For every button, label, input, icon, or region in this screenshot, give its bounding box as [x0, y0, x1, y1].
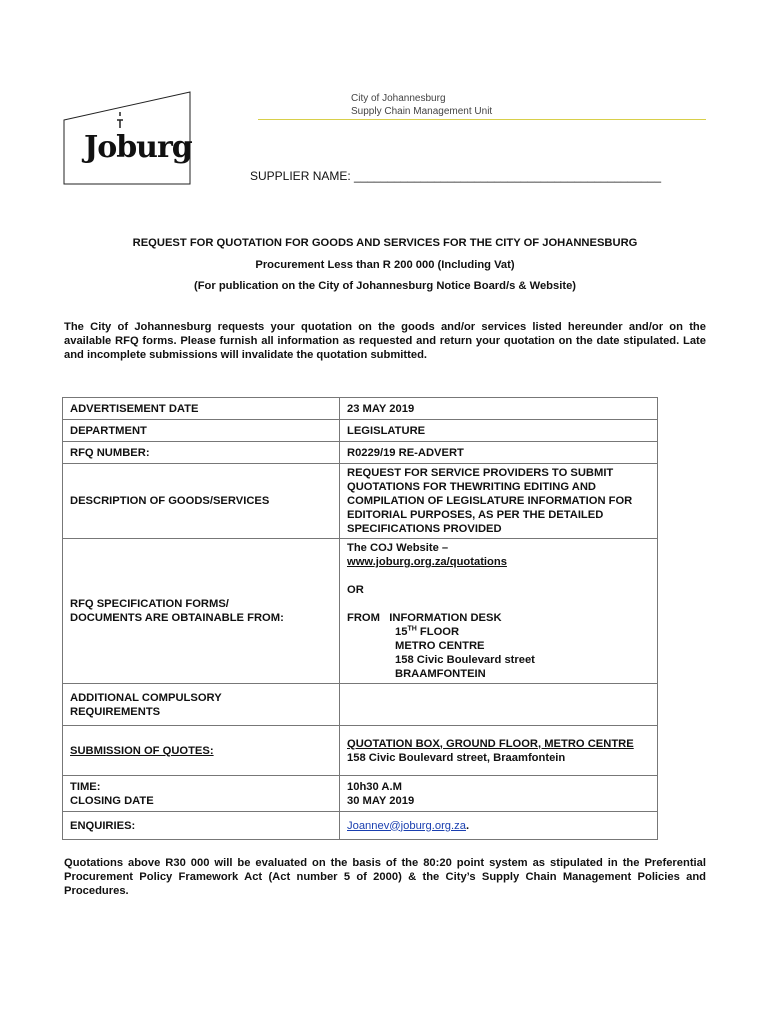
- submission-label: SUBMISSION OF QUOTES:: [63, 726, 340, 776]
- floor-text: 15TH FLOOR: [395, 625, 460, 638]
- submission-value: [340, 726, 658, 776]
- closing-time: 10h30 A.M: [347, 780, 402, 793]
- description-value: REQUEST FOR SERVICE PROVIDERS TO SUBMIT QUOTATIONS FOR THEWRITING EDITING AND COMPILATION OF LEGISLATURE INFORMATION FOR EDITORIAL PURPOSES, AS PER THE DETAILED SPECIFICATIONS PROVIDED: [340, 464, 658, 539]
- page-subtitle: Procurement Less than R 200 000 (Including Vat): [255, 259, 515, 271]
- supplier-name-field: SUPPLIER NAME: ______________________________________________: [250, 169, 662, 183]
- additional-requirements-label: ADDITIONAL COMPULSORY REQUIREMENTS: [63, 684, 340, 726]
- department-label: DEPARTMENT: [63, 420, 340, 442]
- rfq-number-value: R0229/19 RE-ADVERT: [340, 442, 658, 464]
- table-row: [63, 420, 658, 442]
- intro-paragraph: The City of Johannesburg requests your quotation on the goods and/or services listed hereunder and/or on the available RFQ forms. Please furnish all information as requested and return your quotation on the date stipulated. Late and incomplete submissions will invalidate the quotation submitted.: [64, 321, 706, 361]
- info-desk: INFORMATION DESK: [389, 612, 502, 624]
- logo-text: Joburg: [84, 130, 192, 165]
- joburg-logo: [62, 90, 192, 186]
- table-row: [63, 464, 658, 539]
- documents-label-line2: DOCUMENTS ARE OBTAINABLE FROM:: [70, 612, 284, 624]
- header-divider: [258, 119, 706, 120]
- address-first-line: [347, 611, 650, 625]
- suburb-text: BRAAMFONTEIN: [395, 668, 486, 680]
- submission-address: 158 Civic Boulevard street, Braamfontein: [347, 751, 566, 764]
- additional-requirements-value: [340, 684, 658, 726]
- documents-label-line1: RFQ SPECIFICATION FORMS/: [70, 598, 229, 610]
- publication-note: (For publication on the City of Johannesburg Notice Board/s & Website): [193, 280, 577, 292]
- description-label: DESCRIPTION OF GOODS/SERVICES: [63, 464, 340, 539]
- evaluation-note: Quotations above R30 000 will be evaluated on the basis of the 80:20 point system as stipulated in the Preferential Procurement Policy Framework Act (Act number 5 of 2000) & the City’s Supply Chain Management Policies and Procedures.: [64, 857, 706, 897]
- table-row: [63, 398, 658, 420]
- table-row: [63, 684, 658, 726]
- from-text: FROM: [347, 612, 380, 624]
- advertisement-date-label: ADVERTISEMENT DATE: [63, 398, 340, 420]
- table-row: [63, 776, 658, 812]
- rfq-details-table: [62, 397, 658, 840]
- documents-label: [63, 539, 340, 684]
- enquiries-email-link[interactable]: Joannev@joburg.org.za: [347, 819, 466, 832]
- org-unit: Supply Chain Management Unit: [351, 106, 493, 117]
- building-text: METRO CENTRE: [395, 640, 485, 652]
- table-row: [63, 442, 658, 464]
- time-value: [340, 776, 658, 812]
- enquiries-value: Joannev@joburg.org.za.: [340, 812, 658, 840]
- page-title: REQUEST FOR QUOTATION FOR GOODS AND SERVICES FOR THE CITY OF JOHANNESBURG: [132, 237, 638, 249]
- table-row: [63, 539, 658, 684]
- org-name: City of Johannesburg: [351, 93, 446, 104]
- documents-value: [340, 539, 658, 684]
- advertisement-date-value: 23 MAY 2019: [340, 398, 658, 420]
- table-row: [63, 812, 658, 840]
- website-label: The COJ Website –: [347, 542, 449, 554]
- website-link[interactable]: www.joburg.org.za/quotations: [347, 556, 507, 568]
- table-row: [63, 726, 658, 776]
- rfq-number-label: RFQ NUMBER:: [63, 442, 340, 464]
- submission-box: QUOTATION BOX, GROUND FLOOR, METRO CENTRE: [347, 737, 634, 750]
- or-text: OR: [347, 584, 364, 596]
- enquiries-label: ENQUIRIES:: [63, 812, 340, 840]
- department-value: LEGISLATURE: [340, 420, 658, 442]
- street-text: 158 Civic Boulevard street: [395, 654, 535, 666]
- time-label: TIME: CLOSING DATE: [63, 776, 340, 812]
- closing-date: 30 MAY 2019: [347, 794, 415, 807]
- organisation-block: [351, 92, 492, 118]
